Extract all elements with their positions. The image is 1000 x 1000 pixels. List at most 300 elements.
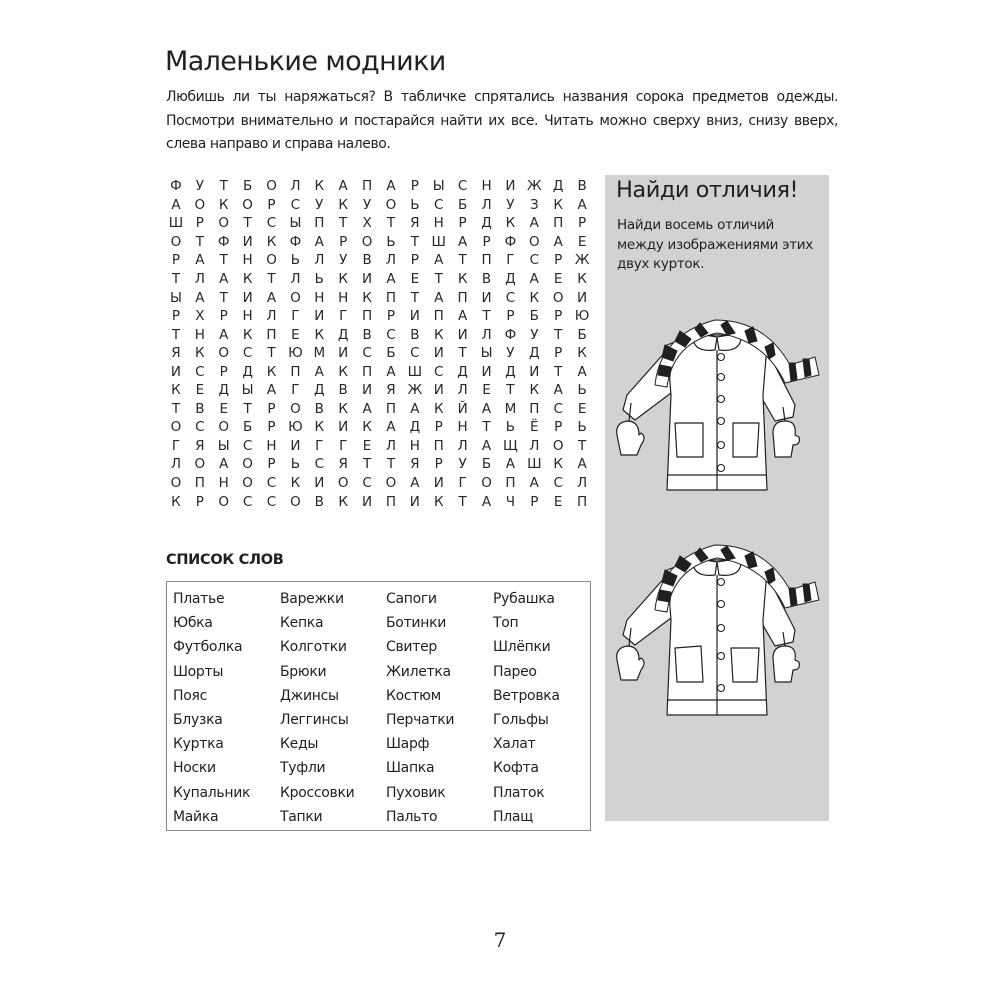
grid-letter: И [314, 475, 325, 492]
grid-letter: Р [434, 419, 443, 436]
grid-letter: О [361, 233, 373, 250]
grid-letter: Ь [577, 382, 587, 399]
grid-letter: В [410, 326, 420, 343]
grid-letter: Д [242, 363, 253, 380]
grid-letter: О [552, 437, 564, 454]
grid-letter: О [290, 493, 301, 510]
grid-letter: Г [315, 437, 324, 454]
grid-letter: Н [433, 215, 444, 232]
grid-letter: Ь [314, 271, 324, 287]
grid-letter: С [457, 178, 468, 195]
grid-letter: А [386, 178, 396, 195]
grid-row [164, 400, 594, 419]
grid-letter: П [290, 363, 301, 380]
grid-row [164, 233, 594, 252]
grid-letter: И [457, 326, 468, 343]
grid-letter: Л [457, 437, 468, 454]
word-list-item: Кроссовки [280, 784, 355, 801]
grid-letter: С [195, 363, 205, 380]
grid-letter: Ш [431, 233, 446, 250]
grid-letter: Т [219, 252, 228, 269]
word-list-item: Шарф [386, 736, 430, 753]
grid-letter: У [362, 196, 372, 213]
grid-letter: К [242, 326, 253, 343]
word-list-title: СПИСОК СЛОВ [166, 552, 284, 568]
grid-letter: Л [170, 456, 182, 473]
grid-letter: И [409, 493, 420, 510]
grid-letter: Г [171, 437, 181, 454]
grid-row [164, 344, 594, 363]
grid-letter: Т [243, 400, 252, 417]
grid-letter: С [362, 475, 372, 492]
grid-letter: Н [409, 437, 420, 454]
grid-letter: И [242, 233, 253, 250]
grid-letter: Т [219, 289, 228, 306]
grid-letter: П [529, 400, 540, 417]
word-list-item: Перчатки [386, 711, 455, 728]
grid-letter: Л [457, 382, 468, 399]
grid-letter: П [433, 308, 444, 325]
grid-letter: Ф [504, 233, 517, 250]
grid-letter: Х [195, 308, 205, 325]
grid-letter: А [219, 271, 229, 287]
grid-letter: Н [218, 475, 229, 492]
word-list-item: Шорты [173, 663, 224, 680]
grid-row [164, 474, 594, 493]
grid-letter: Ж [527, 178, 542, 195]
grid-row [164, 196, 594, 215]
grid-letter: О [170, 475, 182, 492]
grid-letter: О [170, 419, 182, 436]
grid-row [164, 325, 594, 344]
grid-letter: Р [195, 215, 204, 232]
grid-letter: О [290, 289, 301, 306]
grid-letter: И [338, 345, 349, 362]
pocket-left [675, 423, 703, 457]
grid-letter: У [339, 252, 348, 269]
grid-row [164, 418, 594, 437]
grid-letter: Б [577, 326, 587, 343]
grid-letter: Ы [432, 178, 445, 195]
grid-letter: Т [386, 215, 396, 232]
grid-letter: У [195, 178, 204, 195]
grid-letter: Е [577, 233, 587, 250]
grid-letter: Т [243, 215, 252, 232]
find-differences-panel [605, 175, 829, 821]
grid-letter: Ж [407, 382, 423, 399]
grid-letter: Б [529, 308, 539, 325]
grid-letter: А [338, 178, 348, 195]
grid-letter: К [529, 289, 540, 306]
grid-letter: Е [362, 437, 372, 454]
word-list-item: Брюки [280, 663, 327, 680]
word-list-item: Туфли [280, 760, 326, 777]
grid-letter: М [313, 345, 326, 362]
grid-letter: Ь [505, 419, 516, 436]
grid-letter: И [242, 289, 253, 306]
grid-letter: Р [267, 196, 276, 213]
grid-letter: С [434, 196, 444, 213]
grid-letter: Н [338, 289, 349, 306]
grid-letter: Л [290, 178, 301, 195]
grid-letter: Д [218, 382, 229, 399]
grid-letter: О [218, 345, 230, 362]
grid-letter: Я [171, 345, 181, 362]
grid-letter: Г [339, 437, 348, 454]
grid-letter: Р [195, 493, 204, 510]
grid-letter: А [386, 363, 396, 380]
grid-letter: К [338, 493, 348, 510]
grid-letter: Р [267, 456, 276, 473]
grid-letter: Н [266, 437, 277, 454]
grid-letter: Д [505, 271, 516, 287]
grid-letter: Д [409, 419, 421, 436]
grid-letter: П [385, 493, 397, 510]
word-list-column [493, 587, 560, 829]
grid-letter: Л [266, 308, 277, 325]
grid-letter: Щ [503, 437, 518, 454]
intro-paragraph: Любишь ли ты наряжаться? В табличке спрятались названия сорока предметов одежды. Посмотри внимательно и постарайся найти их все. Читать можно сверху вниз, снизу вверх, слева направо и справа налево. [166, 89, 838, 152]
grid-letter: А [434, 289, 444, 306]
grid-letter: И [505, 178, 516, 195]
grid-letter: Л [481, 326, 492, 343]
grid-letter: Ы [241, 382, 254, 399]
grid-letter: О [266, 252, 277, 269]
grid-letter: Е [482, 382, 491, 399]
word-list-box [166, 581, 591, 831]
grid-letter: А [314, 363, 324, 380]
grid-letter: А [171, 196, 181, 213]
grid-row [164, 362, 594, 381]
grid-letter: П [266, 326, 277, 343]
grid-letter: Р [171, 252, 181, 269]
word-list-item: Рубашка [493, 591, 555, 607]
grid-letter: Н [242, 308, 253, 325]
panel-instructions: Найди восемь отличий между изображениями этих двух курток. [617, 217, 813, 272]
pocket-right [733, 423, 759, 457]
grid-letter: С [362, 345, 372, 362]
grid-letter: Т [219, 178, 228, 195]
grid-letter: Р [339, 233, 348, 250]
word-list-item: Гольфы [493, 711, 549, 728]
grid-letter: Л [194, 271, 205, 287]
grid-letter: И [362, 271, 373, 287]
grid-letter: Т [386, 456, 396, 473]
grid-letter: Р [267, 400, 276, 417]
grid-letter: В [314, 493, 324, 510]
grid-letter: Я [386, 382, 396, 399]
word-search-grid [164, 177, 594, 511]
grid-letter: А [266, 289, 277, 306]
grid-letter: К [314, 419, 325, 436]
grid-letter: Т [362, 456, 372, 473]
grid-letter: И [314, 308, 325, 325]
grid-letter: С [529, 252, 540, 269]
word-list-item: Жилетка [386, 663, 451, 680]
grid-letter: Ь [386, 233, 396, 250]
grid-letter: К [577, 345, 587, 362]
grid-letter: С [314, 456, 324, 473]
grid-letter: И [362, 382, 373, 399]
grid-letter: Ё [530, 419, 539, 436]
grid-letter: Т [577, 437, 587, 454]
grid-letter: О [552, 289, 564, 306]
grid-letter: Й [457, 400, 468, 417]
grid-letter: И [362, 493, 373, 510]
grid-letter: Ы [289, 215, 302, 232]
grid-letter: Т [267, 345, 276, 362]
grid-letter: Х [362, 215, 372, 232]
grid-letter: С [553, 400, 563, 417]
grid-letter: И [481, 289, 492, 306]
grid-letter: Т [458, 493, 467, 510]
grid-letter: Т [171, 326, 181, 343]
grid-letter: К [314, 326, 325, 343]
grid-letter: Р [219, 308, 228, 325]
word-list-item: Платок [493, 784, 545, 801]
grid-letter: И [433, 345, 444, 362]
grid-letter: Д [505, 363, 516, 380]
grid-letter: Д [314, 382, 325, 399]
grid-letter: Б [242, 419, 253, 436]
word-list-item: Костюм [386, 687, 441, 704]
grid-letter: Т [482, 419, 491, 436]
grid-letter: Ш [168, 215, 184, 232]
grid-letter: Г [458, 475, 467, 492]
grid-letter: К [577, 271, 587, 287]
jacket-illustration-1 [605, 295, 829, 495]
grid-letter: Т [410, 233, 419, 250]
grid-letter: К [195, 345, 205, 362]
grid-letter: В [362, 326, 372, 343]
grid-letter: Р [554, 252, 563, 269]
grid-letter: Г [291, 382, 300, 399]
grid-letter: О [242, 196, 253, 213]
grid-letter: А [195, 289, 205, 306]
word-list-item: Блузка [173, 711, 223, 728]
grid-letter: Р [554, 345, 563, 362]
word-list-item: Плащ [493, 808, 534, 825]
grid-letter: А [529, 271, 539, 287]
grid-letter: А [434, 252, 444, 269]
word-list-item: Ботинки [386, 615, 447, 632]
grid-letter: О [218, 493, 230, 510]
mitten-right [773, 421, 799, 457]
grid-letter: П [577, 493, 588, 510]
grid-letter: Б [242, 178, 253, 195]
grid-letter: К [505, 215, 516, 232]
pocket-right [731, 648, 759, 682]
grid-letter: А [458, 233, 468, 250]
word-list-item: Топ [493, 615, 519, 632]
grid-letter: Н [194, 326, 205, 343]
grid-letter: Б [458, 196, 468, 213]
grid-letter: И [409, 308, 420, 325]
grid-letter: Д [337, 326, 349, 343]
grid-letter: И [529, 363, 540, 380]
grid-letter: Ф [289, 233, 302, 250]
word-list-item: Варежки [280, 591, 344, 607]
grid-letter: Е [577, 400, 587, 417]
grid-letter: А [410, 400, 420, 417]
grid-letter: П [194, 475, 205, 492]
grid-letter: Р [530, 493, 539, 510]
grid-row [164, 492, 594, 511]
grid-letter: К [171, 382, 181, 399]
grid-letter: С [410, 345, 420, 362]
grid-letter: Ы [169, 289, 182, 306]
word-list-column [173, 587, 250, 829]
grid-letter: П [457, 289, 468, 306]
pocket-left [675, 646, 703, 682]
word-list-item: Куртка [173, 736, 224, 753]
grid-letter: И [433, 382, 444, 399]
grid-letter: И [338, 419, 349, 436]
grid-letter: С [242, 345, 253, 362]
word-list-item: Купальник [173, 784, 251, 801]
word-list-item: Свитер [386, 639, 437, 656]
grid-letter: А [505, 456, 516, 473]
grid-letter: А [577, 196, 587, 213]
grid-letter: С [266, 215, 277, 232]
grid-letter: В [314, 400, 324, 417]
grid-letter: О [481, 475, 492, 492]
grid-letter: Б [481, 456, 492, 473]
grid-letter: А [529, 215, 539, 232]
grid-letter: Ь [577, 419, 587, 436]
grid-letter: Н [242, 252, 253, 269]
grid-letter: О [242, 475, 253, 492]
grid-letter: О [242, 456, 253, 473]
grid-letter: С [266, 493, 277, 510]
grid-letter: А [577, 363, 587, 380]
grid-letter: Т [554, 363, 563, 380]
grid-letter: К [290, 475, 301, 492]
grid-letter: П [553, 215, 564, 232]
grid-letter: К [171, 493, 181, 510]
grid-letter: Ф [170, 178, 182, 195]
grid-letter: К [553, 456, 563, 473]
grid-letter: О [337, 475, 349, 492]
word-list-item: Платье [173, 591, 225, 607]
grid-letter: У [506, 196, 515, 213]
grid-letter: Р [219, 363, 228, 380]
word-list-item: Джинсы [280, 687, 339, 704]
grid-row [164, 177, 594, 196]
grid-letter: Т [171, 400, 181, 417]
word-list-item: Кепка [280, 615, 324, 632]
grid-letter: Я [338, 456, 348, 473]
grid-letter: П [361, 178, 373, 195]
page-title: Маленькие модники [165, 46, 446, 77]
grid-letter: О [385, 475, 397, 492]
grid-letter: Я [410, 215, 420, 232]
grid-letter: Т [458, 252, 467, 269]
grid-letter: К [314, 178, 325, 195]
word-list-item: Халат [493, 736, 536, 753]
jacket-illustration-2 [605, 520, 829, 720]
grid-letter: Ю [288, 419, 303, 436]
grid-letter: Т [458, 345, 467, 362]
grid-letter: К [362, 419, 372, 436]
grid-letter: У [458, 456, 467, 473]
grid-letter: А [553, 382, 563, 399]
grid-letter: Д [552, 178, 564, 195]
grid-letter: Ь [290, 456, 301, 473]
grid-row [164, 437, 594, 456]
grid-letter: П [361, 308, 373, 325]
word-list-item: Шапка [386, 760, 435, 777]
grid-letter: П [385, 400, 397, 417]
grid-letter: Ы [480, 345, 493, 362]
grid-letter: А [410, 475, 420, 492]
grid-letter: К [457, 271, 468, 287]
grid-letter: С [386, 326, 396, 343]
grid-letter: Г [291, 308, 300, 325]
grid-letter: Т [434, 271, 443, 287]
grid-letter: Ж [574, 252, 590, 269]
grid-letter: Р [506, 308, 515, 325]
grid-letter: О [170, 233, 182, 250]
grid-letter: К [362, 289, 372, 306]
grid-letter: Л [577, 475, 588, 492]
mitten-right [773, 646, 799, 682]
grid-letter: О [194, 456, 206, 473]
grid-letter: А [458, 308, 468, 325]
grid-letter: В [338, 382, 348, 399]
grid-letter: Ф [217, 233, 230, 250]
grid-letter: Р [578, 215, 587, 232]
grid-letter: В [195, 400, 205, 417]
grid-letter: Р [410, 252, 419, 269]
grid-row [164, 307, 594, 326]
grid-letter: С [266, 475, 277, 492]
grid-letter: К [433, 493, 444, 510]
word-list-item: Пуховик [386, 784, 446, 801]
grid-letter: К [433, 326, 444, 343]
grid-letter: И [481, 363, 492, 380]
grid-letter: Б [386, 345, 396, 362]
mitten-left [617, 421, 644, 455]
grid-letter: Г [506, 252, 515, 269]
grid-letter: С [290, 196, 301, 213]
grid-letter: А [362, 400, 372, 417]
grid-letter: А [266, 382, 277, 399]
grid-letter: К [338, 363, 348, 380]
grid-letter: С [195, 419, 205, 436]
grid-row [164, 381, 594, 400]
grid-letter: Ь [290, 252, 301, 269]
grid-letter: И [577, 289, 588, 306]
grid-letter: У [530, 326, 539, 343]
grid-letter: Л [481, 196, 492, 213]
grid-letter: Д [529, 345, 540, 362]
grid-letter: Ч [505, 493, 516, 510]
grid-letter: К [338, 196, 348, 213]
grid-letter: Р [554, 419, 563, 436]
grid-letter: П [481, 252, 492, 269]
grid-letter: Я [195, 437, 205, 454]
grid-letter: Л [314, 252, 325, 269]
word-list-item: Носки [173, 760, 216, 777]
grid-letter: Т [195, 233, 204, 250]
grid-row [164, 455, 594, 474]
grid-letter: Ф [504, 326, 517, 343]
word-list-item: Пальто [386, 808, 438, 825]
grid-letter: Г [339, 308, 348, 325]
grid-letter: У [315, 196, 324, 213]
grid-letter: Р [410, 178, 419, 195]
